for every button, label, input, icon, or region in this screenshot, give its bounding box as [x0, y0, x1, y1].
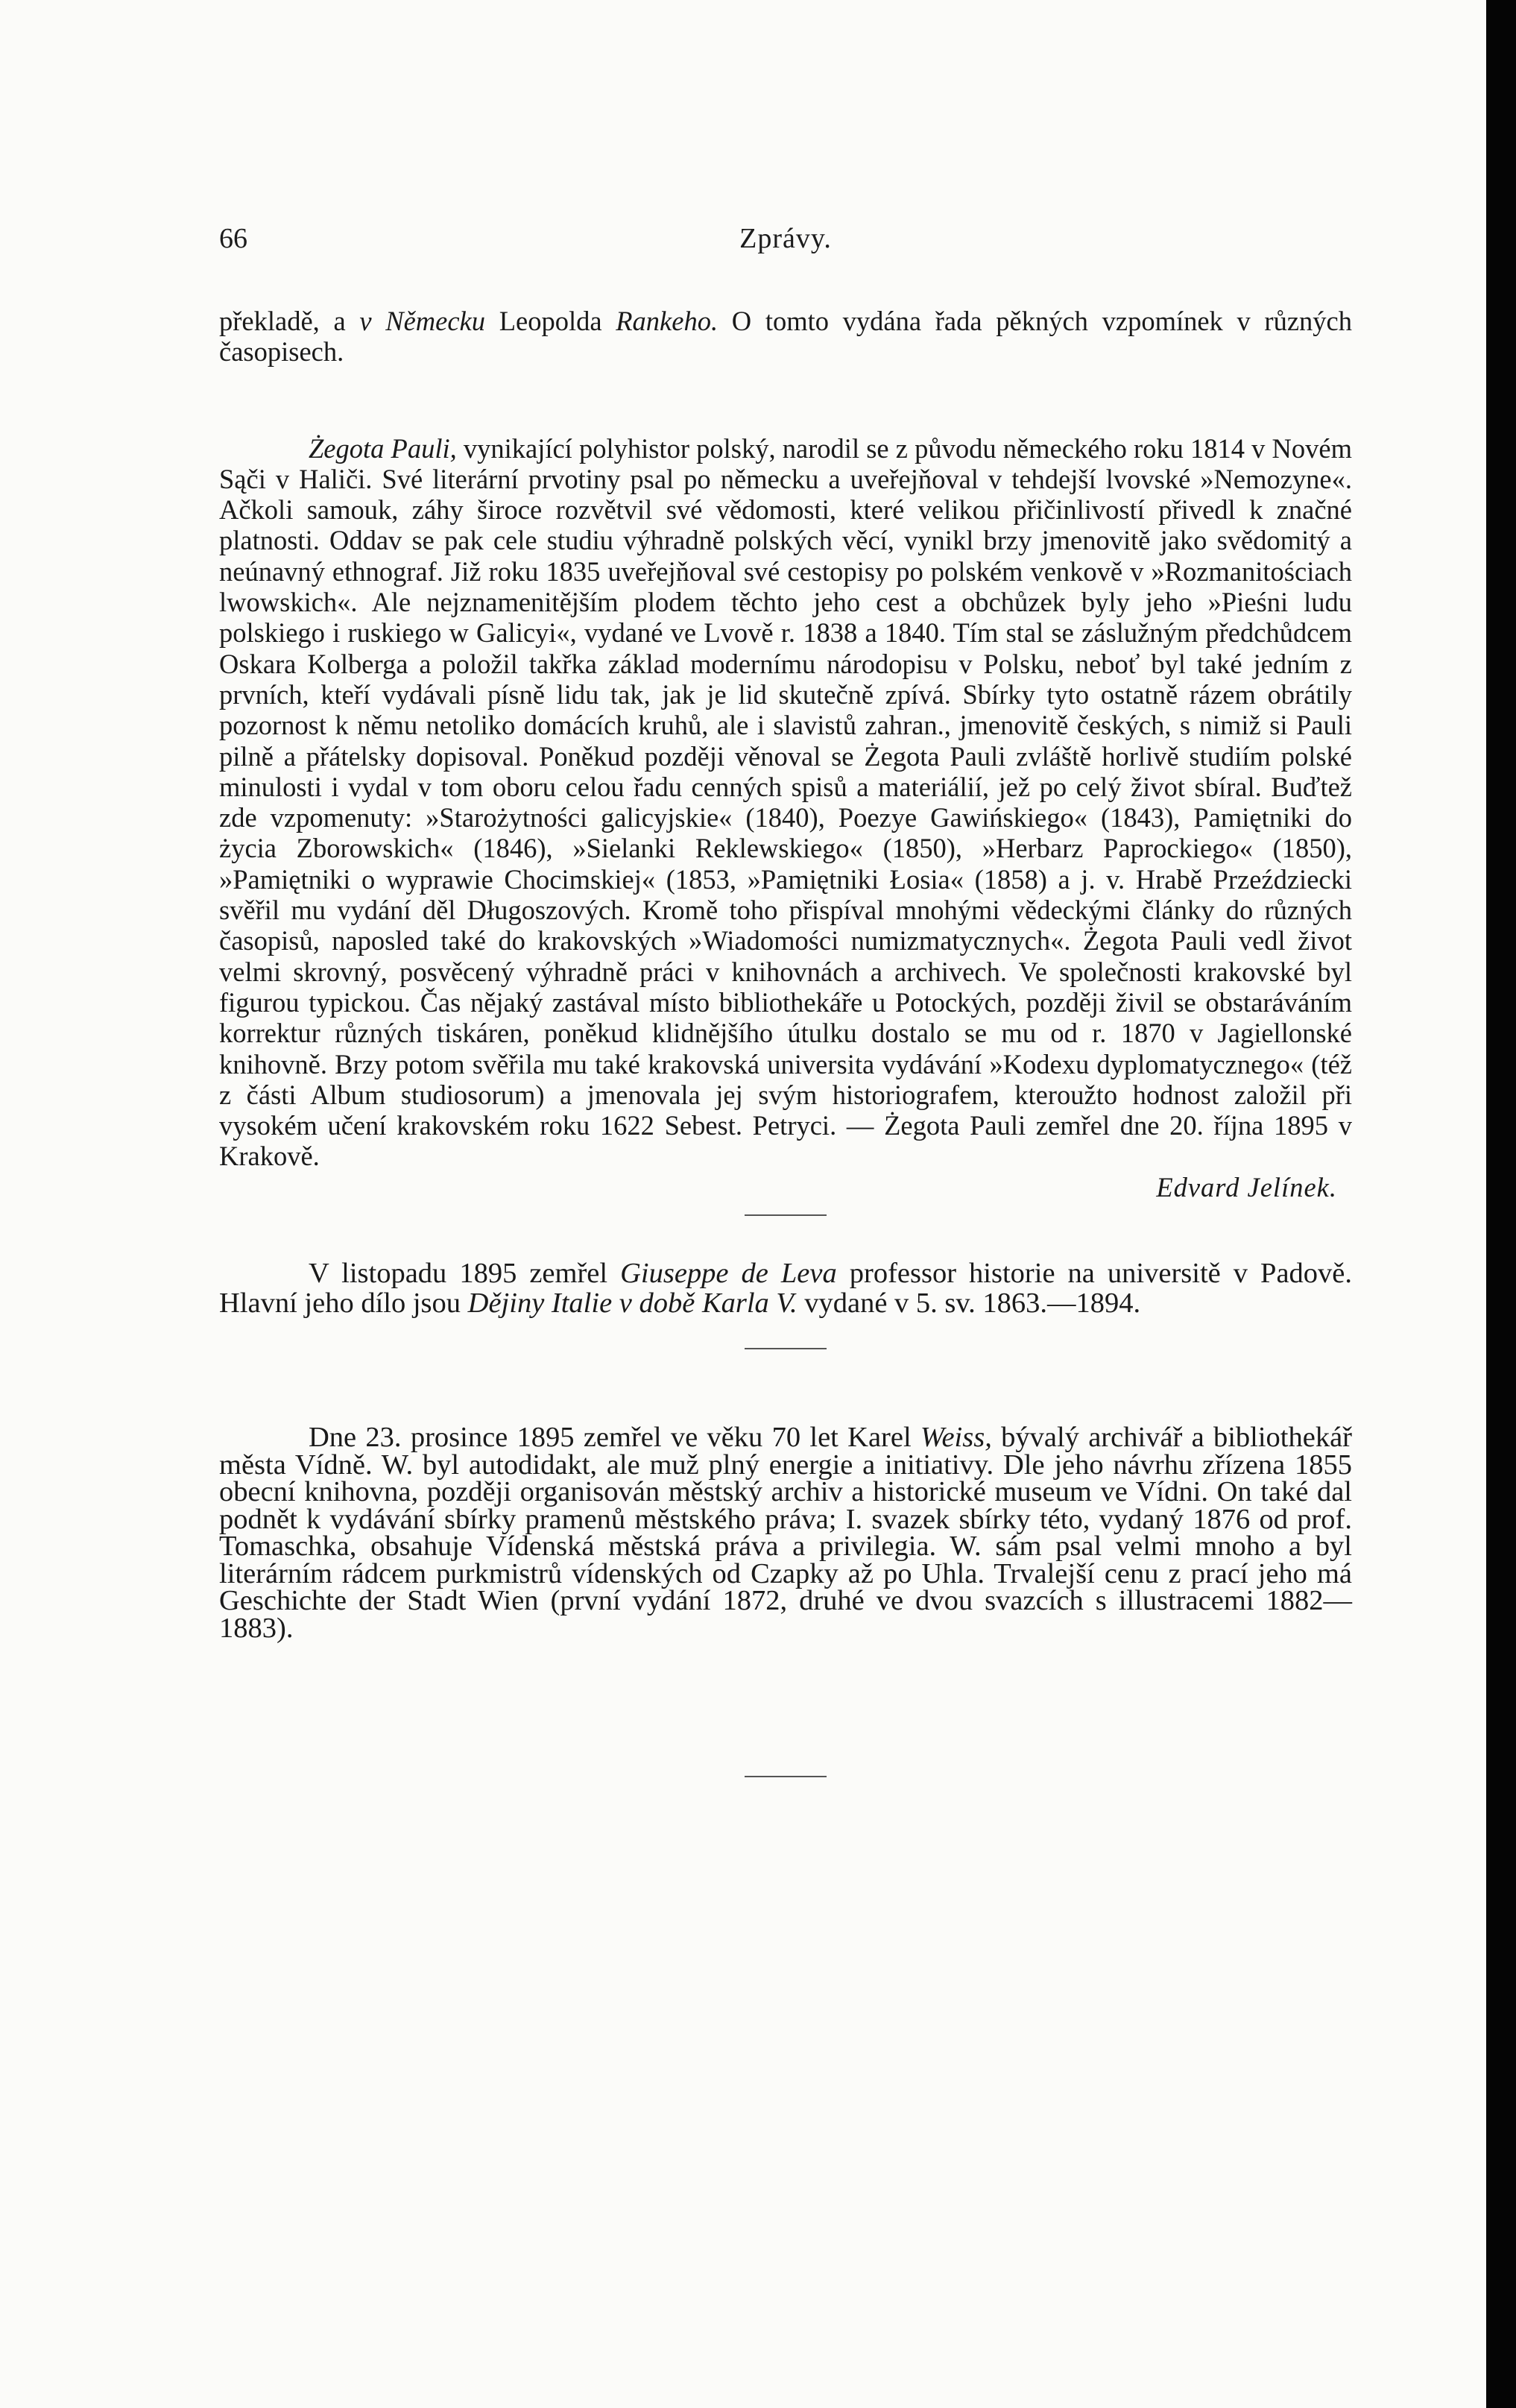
continuation-italic-2: Rankeho. [616, 306, 718, 336]
pauli-paragraph [219, 433, 1352, 1172]
separator-rule [745, 1214, 827, 1216]
leva-text-2: professor historie na universitě v Padově. Hlavní jeho dílo jsou [219, 1258, 1352, 1319]
leva-text-1: V listopadu 1895 zemřel [309, 1258, 621, 1290]
signature: Edvard Jelínek. [1156, 1171, 1337, 1203]
leva-paragraph [219, 1259, 1352, 1318]
pauli-name: Żegota Pauli, [309, 432, 457, 464]
separator-rule [745, 1348, 827, 1349]
leva-text-3: vydané v 5. sv. 1863.—1894. [797, 1287, 1141, 1319]
continuation-text-1: překladě, a [219, 306, 360, 336]
weiss-text-1: Dne 23. prosince 1895 zemřel ve věku 70 let Karel [309, 1422, 920, 1454]
continuation-text-2: Leopolda [485, 306, 616, 336]
pauli-body: vynikající polyhistor polský, narodil se z původu německého roku 1814 v Novém Sąči v Haliči. Své literární prvotiny psal po německu a uveřejňoval v tehdejší lvovské »Nemozyne«. Ačkoli samouk, záhy široce rozvětvil své vědomosti, které velikou přičinlivostí přivedl k značné platnosti. Oddav se pak cele studiu výhradně polských věcí, vynikl brzy jmenovitě jako svědomitý a neúnavný ethnograf. Již roku 1835 uveřejňoval své cestopisy po polském venkově v »Rozmanitościach lwowskich«. Ale nejznamenitějším plodem těchto jeho cest a obchůzek byly jeho »Pieśni ludu polskiego i ruskiego w Galicyi«, vydané ve Lvově r. 1838 a 1840. Tím stal se záslužným předchůdcem Oskara Kolberga a položil takřka základ modernímu národopisu v Polsku, neboť byl také jedním z prvních, kteří vydávali písně lidu tak, jak je lid skutečně zpívá. Sbírky tyto ostatně rázem obrátily pozornost k němu netoliko domácích kruhů, ale i slavistů zahran., jmenovitě českých, s nimiž si Pauli pilně a přátelsky dopisoval. Poněkud později věnoval se Żegota Pauli zvláště horlivě studiím polské minulosti i vydal v tom oboru celou řadu cenných spisů a materiálií, jež po celý život sbíral. Buďtež zde vzpomenuty: »Starożytności galicyjskie« (1840), Poezye Gawińskiego« (1843), Pamiętniki do życia Zborowskich« (1846), »Sielanki Reklewskiego« (1850), »Herbarz Paprockiego« (1850), »Pamiętniki o wyprawie Chocimskiej« (1853, »Pamiętniki Łosia« (1858) a j. v. Hrabě Przeździecki svěřil mu vydání děl Długoszových. Kromě toho přispíval mnohými vědeckými články do různých časopisů, naposled také do krakovských »Wiadomości numizmatycznych«. Żegota Pauli vedl život velmi skrovný, posvěcený výhradně práci v knihovnách a archivech. Ve společnosti krakovské byl figurou typickou. Čas nějaký zastával místo bibliothekáře u Potockých, později živil se obstaráváním korrektur různých tiskáren, poněkud klidnějšího útulku dostalo se mu od r. 1870 v Jagiellonské knihovně. Brzy potom svěřila mu také krakovská universita vydávání »Kodexu dyplomatycznego« (též z části Album studiosorum) a jmenovala jej svým historiografem, kteroužto hodnost založil při vysokém učení krakovském roku 1622 Sebest. Petryci. — Żegota Pauli zemřel dne 20. října 1895 v Krakově. [219, 432, 1353, 1172]
separator-rule [745, 1776, 827, 1777]
continuation-text-3: O tomto vydána řada pěkných vzpomínek v různých časopisech. [219, 306, 1352, 368]
continuation-italic-1: v Německu [359, 306, 486, 336]
weiss-text-2: bývalý archivář a bibliothekář města Vídně. W. byl autodidakt, ale muž plný energie a initiativy. Dle jeho návrhu zřízena 1855 obecní knihovna, později organisován městský archiv a historické museum ve Vídni. On také dal podnět k vydávání sbírky pramenů městského práva; I. svazek sbírky této, vydaný 1876 od prof. Tomaschka, obsahuje Vídenská městská práva a privilegia. W. sám psal velmi mnoho a byl literárním rádcem purkmistrů vídenských od Czapky až po Uhla. Trvalejší cenu z prací jeho má Geschichte der Stadt Wien (první vydání 1872, druhé ve dvou svazcích s illustracemi 1882—1883). [219, 1422, 1352, 1644]
leva-work-title: Dějiny Italie v době Karla V. [467, 1287, 798, 1319]
leva-name: Giuseppe de Leva [620, 1258, 837, 1290]
page-number: 66 [219, 223, 247, 254]
running-head [219, 224, 1352, 268]
continuation-paragraph [219, 306, 1352, 368]
text-column [219, 224, 1352, 1777]
page-title: Zprávy. [739, 223, 832, 254]
weiss-name: Weiss, [920, 1422, 992, 1454]
weiss-paragraph [219, 1424, 1352, 1642]
scan-edge [1486, 0, 1516, 2408]
